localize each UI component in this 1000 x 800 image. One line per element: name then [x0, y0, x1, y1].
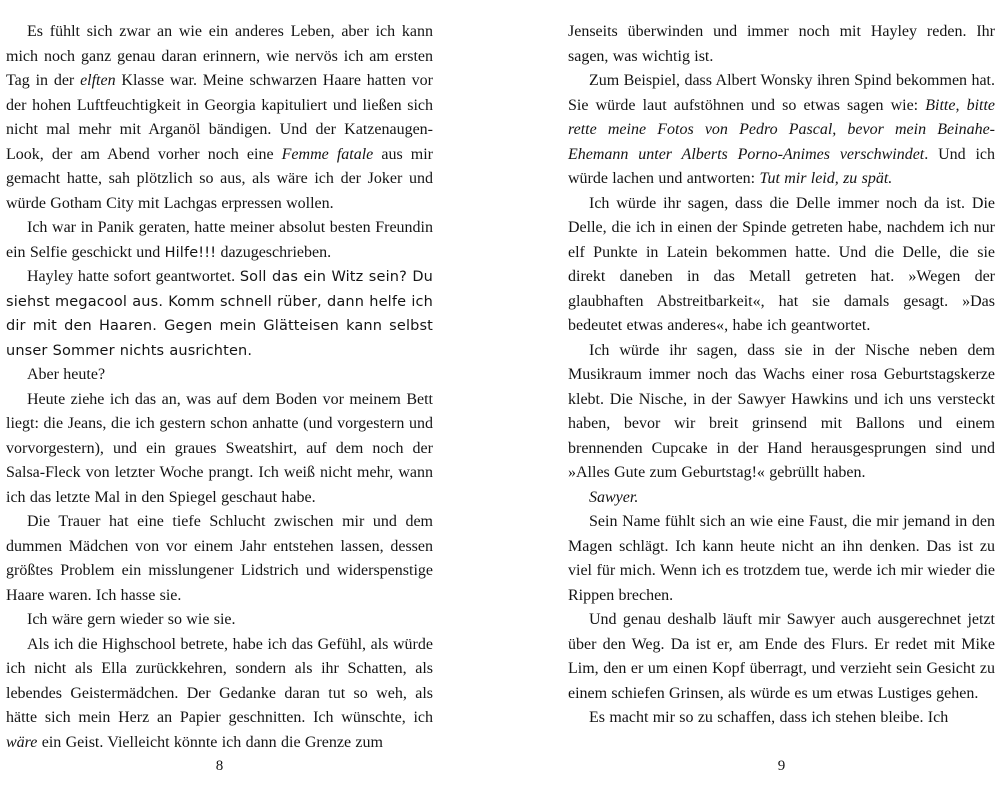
page-right-body: [568, 20, 995, 731]
paragraph: [6, 363, 433, 388]
paragraph: [568, 339, 995, 486]
text-segment: Aber heute?: [27, 366, 106, 383]
text-segment: Ich würde ihr sagen, dass sie in der Nische neben dem Musikraum immer noch das Wachs einer rosa Geburtstagskerze klebt. Die Nische, in der Sawyer Hawkins und ich uns versteckt haben, bevor wir breit grinsend mit Ballons und einem brennenden Cupcake in der Hand herausgesprungen sind und »Alles Gute zum Geburtstag!« gebrüllt haben.: [568, 341, 995, 481]
italic-text-segment: Femme fatale: [281, 145, 374, 163]
text-segment: Es fühlt sich zwar an wie ein anderes Leben, aber ich kann mich noch ganz genau daran erinnern, wie nervös ich am ersten Tag in der: [6, 23, 433, 89]
paragraph: [568, 486, 995, 511]
italic-text-segment: wäre: [6, 733, 38, 751]
text-segment: Die Trauer hat eine tiefe Schlucht zwischen mir und dem dummen Mädchen von vor einem Jahr entstehen lassen, dessen größtes Problem ein misslungener Lidstrich und widerspenstige Haare waren. Ich hasse sie.: [6, 513, 433, 604]
text-segment: Heute ziehe ich das an, was auf dem Boden vor meinem Bett liegt: die Jeans, die ich gestern schon anhatte (und vorgestern und vorvorgestern), und ein graues Sweatshirt, auf dem noch der Salsa-Fleck von letzter Woche prangt. Ich weiß nicht mehr, wann ich das letzte Mal in den Spiegel geschaut habe.: [6, 390, 433, 506]
paragraph: [568, 706, 995, 731]
paragraph: [6, 20, 433, 216]
text-segment: dazugeschrieben.: [216, 243, 332, 261]
text-segment: Ich würde ihr sagen, dass die Delle immer noch da ist. Die Delle, die ich in einen der Spinde getreten habe, nachdem ich nur elf Punkte in Latein bekommen hatte. Und die Delle, die sie direkt daneben in das Metall getreten hat. »Wegen der glaubhaften Abstreitbarkeit«, hat sie damals gesagt. »Das bedeutet etwas anderes«, habe ich geantwortet.: [568, 194, 995, 334]
text-message-segment: Hilfe!!!: [164, 244, 217, 261]
paragraph: [568, 20, 995, 69]
paragraph: [6, 216, 433, 265]
paragraph: [568, 510, 995, 608]
page-number-right: 9: [777, 758, 786, 774]
paragraph: [568, 608, 995, 706]
paragraph: [6, 633, 433, 756]
text-segment: ein Geist. Vielleicht könnte ich dann die Grenze zum: [37, 733, 383, 751]
page-right: [500, 0, 1000, 800]
paragraph: [6, 608, 433, 633]
paragraph: [568, 192, 995, 339]
text-segment: Ich wäre gern wieder so wie sie.: [27, 611, 236, 628]
page-number-left: 8: [215, 758, 224, 774]
paragraph: [6, 265, 433, 363]
italic-text-segment: elften: [80, 72, 116, 89]
text-segment: Als ich die Highschool betrete, habe ich das Gefühl, als würde ich nicht als Ella zurückkehren, sondern als ihr Schatten, als lebendes Geistermädchen. Der Gedanke daran tut so weh, als hätte sich mein Herz an Papier geschnitten. Ich wünschte, ich: [6, 635, 433, 726]
text-segment: Zum Beispiel, dass Albert Wonsky ihren Spind bekommen hat. Sie würde laut aufstöhnen und so etwas sagen wie:: [568, 72, 995, 114]
italic-text-segment: Bitte, bitte rette meine Fotos von Pedro Pascal, bevor mein Beinahe-Ehemann unter Alberts Porno-Animes verschwindet: [568, 96, 996, 163]
paragraph: [6, 510, 433, 608]
text-segment: Ich war in Panik geraten, hatte meiner absolut besten Freundin ein Selfie geschickt und: [6, 219, 433, 261]
text-segment: Es macht mir so zu schaffen, dass ich stehen bleibe. Ich: [589, 709, 949, 726]
text-segment: Klasse war. Meine schwarzen Haare hatten vor der hohen Luftfeuchtigkeit in Georgia kapituliert und ließen sich nicht mal mehr mit Arganöl bändigen. Und der Katzenaugen-Look, der am Abend vorher noch eine: [6, 72, 434, 163]
text-segment: Sein Name fühlt sich an wie eine Faust, die mir jemand in den Magen schlägt. Ich kann heute nicht an ihn denken. Das ist zu viel für mich. Wenn ich es trotzdem tue, werde ich mir wieder die Rippen brechen.: [568, 513, 995, 604]
text-segment: aus mir gemacht hatte, sah plötzlich so aus, als wäre ich der Joker und würde Gotham City mit Lachgas erpressen wollen.: [6, 145, 434, 212]
text-message-segment: Soll das ein Witz sein? Du siehst megacool aus. Komm schnell rüber, dann helfe ich dir mit den Haaren. Gegen mein Glätteisen kann selbst unser Sommer nichts ausrichten.: [6, 269, 433, 359]
italic-text-segment: Tut mir leid, zu spät.: [759, 170, 893, 187]
italic-text-segment: Sawyer.: [589, 488, 639, 506]
text-segment: . Und ich würde lachen und antworten:: [568, 145, 996, 187]
text-segment: Hayley hatte sofort geantwortet.: [27, 268, 240, 285]
paragraph: [568, 69, 995, 192]
text-segment: Jenseits überwinden und immer noch mit Hayley reden. Ihr sagen, was wichtig ist.: [568, 23, 995, 65]
text-segment: Und genau deshalb läuft mir Sawyer auch ausgerechnet jetzt über den Weg. Da ist er, am Ende des Flurs. Er redet mit Mike Lim, den er um einen Kopf überragt, und verzieht sein Gesicht zu einem schiefen Grinsen, als würde es um etwas Lustiges gehen.: [568, 611, 995, 702]
page-left-body: [6, 20, 433, 755]
paragraph: [6, 388, 433, 511]
